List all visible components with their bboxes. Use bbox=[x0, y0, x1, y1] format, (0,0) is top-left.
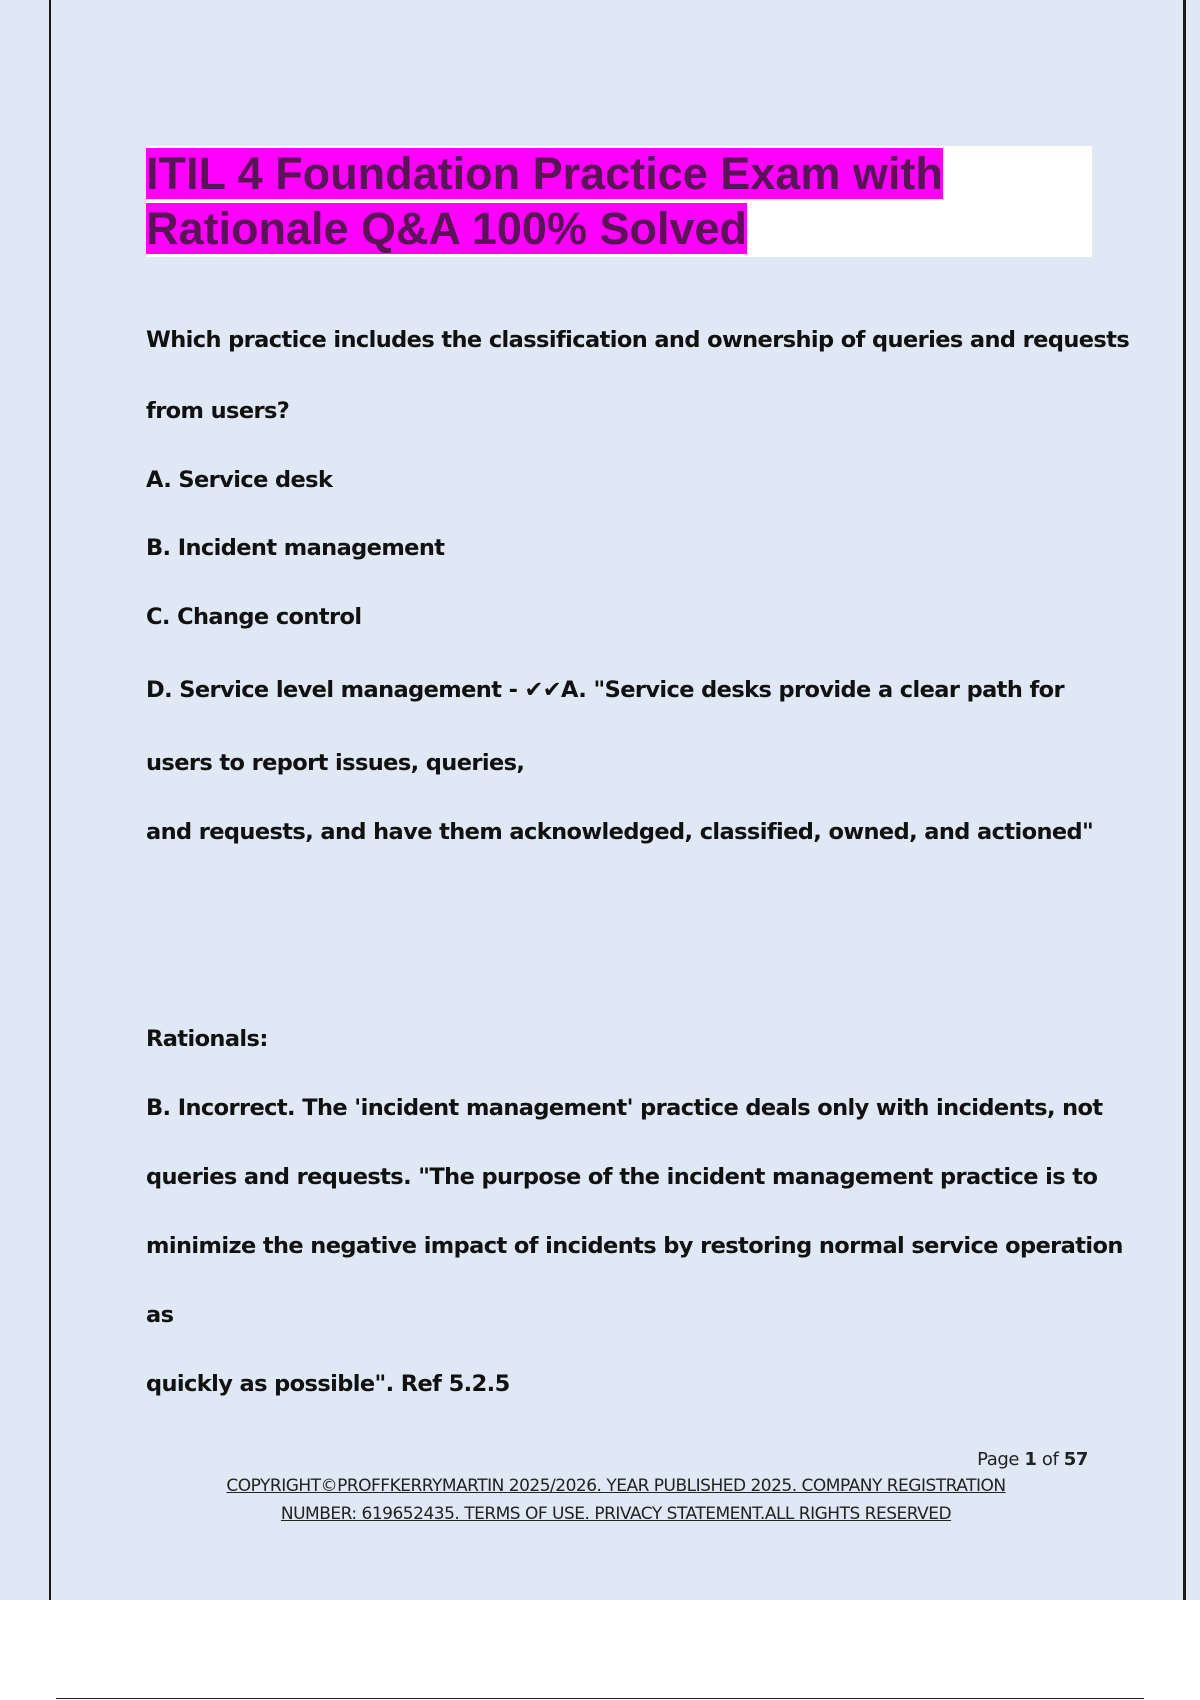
rationale-line-5: quickly as possible". Ref 5.2.5 bbox=[146, 1371, 510, 1397]
rationale-line-3: minimize the negative impact of incidents by restoring normal service operation bbox=[146, 1233, 1123, 1259]
answer-line-2: users to report issues, queries, bbox=[146, 750, 525, 776]
page-left-border bbox=[49, 0, 51, 1600]
document-title bbox=[146, 146, 1092, 256]
title-line-1: ITIL 4 Foundation Practice Exam with bbox=[146, 148, 943, 199]
option-c: C. Change control bbox=[146, 604, 362, 630]
rationale-line-4: as bbox=[146, 1302, 174, 1328]
copyright-notice bbox=[150, 1472, 1082, 1528]
rationale-line-2: queries and requests. "The purpose of the incident management practice is to bbox=[146, 1164, 1098, 1190]
question-line-2: from users? bbox=[146, 398, 290, 424]
page-right-border bbox=[1183, 0, 1186, 1600]
copyright-line-1: COPYRIGHT©PROFFKERRYMARTIN 2025/2026. YEAR PUBLISHED 2025. COMPANY REGISTRATION bbox=[226, 1476, 1006, 1496]
answer-line-3: and requests, and have them acknowledged, classified, owned, and actioned" bbox=[146, 819, 1094, 845]
rationals-heading: Rationals: bbox=[146, 1026, 268, 1052]
page-label: Page bbox=[977, 1449, 1020, 1470]
option-a: A. Service desk bbox=[146, 467, 333, 493]
option-b: B. Incident management bbox=[146, 535, 445, 561]
title-box bbox=[146, 146, 1092, 257]
page-number bbox=[977, 1449, 1088, 1470]
copyright-line-2: NUMBER: 619652435. TERMS OF USE. PRIVACY STATEMENT.ALL RIGHTS RESERVED bbox=[280, 1504, 952, 1524]
question-line-1: Which practice includes the classification and ownership of queries and requests bbox=[146, 327, 1130, 353]
page-total: 57 bbox=[1063, 1449, 1088, 1470]
next-page-rule bbox=[56, 1698, 1144, 1699]
rationale-line-1: B. Incorrect. The 'incident management' practice deals only with incidents, not bbox=[146, 1095, 1103, 1121]
page-of: of bbox=[1041, 1449, 1059, 1470]
page-current: 1 bbox=[1024, 1449, 1037, 1470]
title-line-2: Rationale Q&A 100% Solved bbox=[146, 203, 748, 254]
option-d-answer: D. Service level management - ✔✔A. "Service desks provide a clear path for bbox=[146, 677, 1065, 703]
